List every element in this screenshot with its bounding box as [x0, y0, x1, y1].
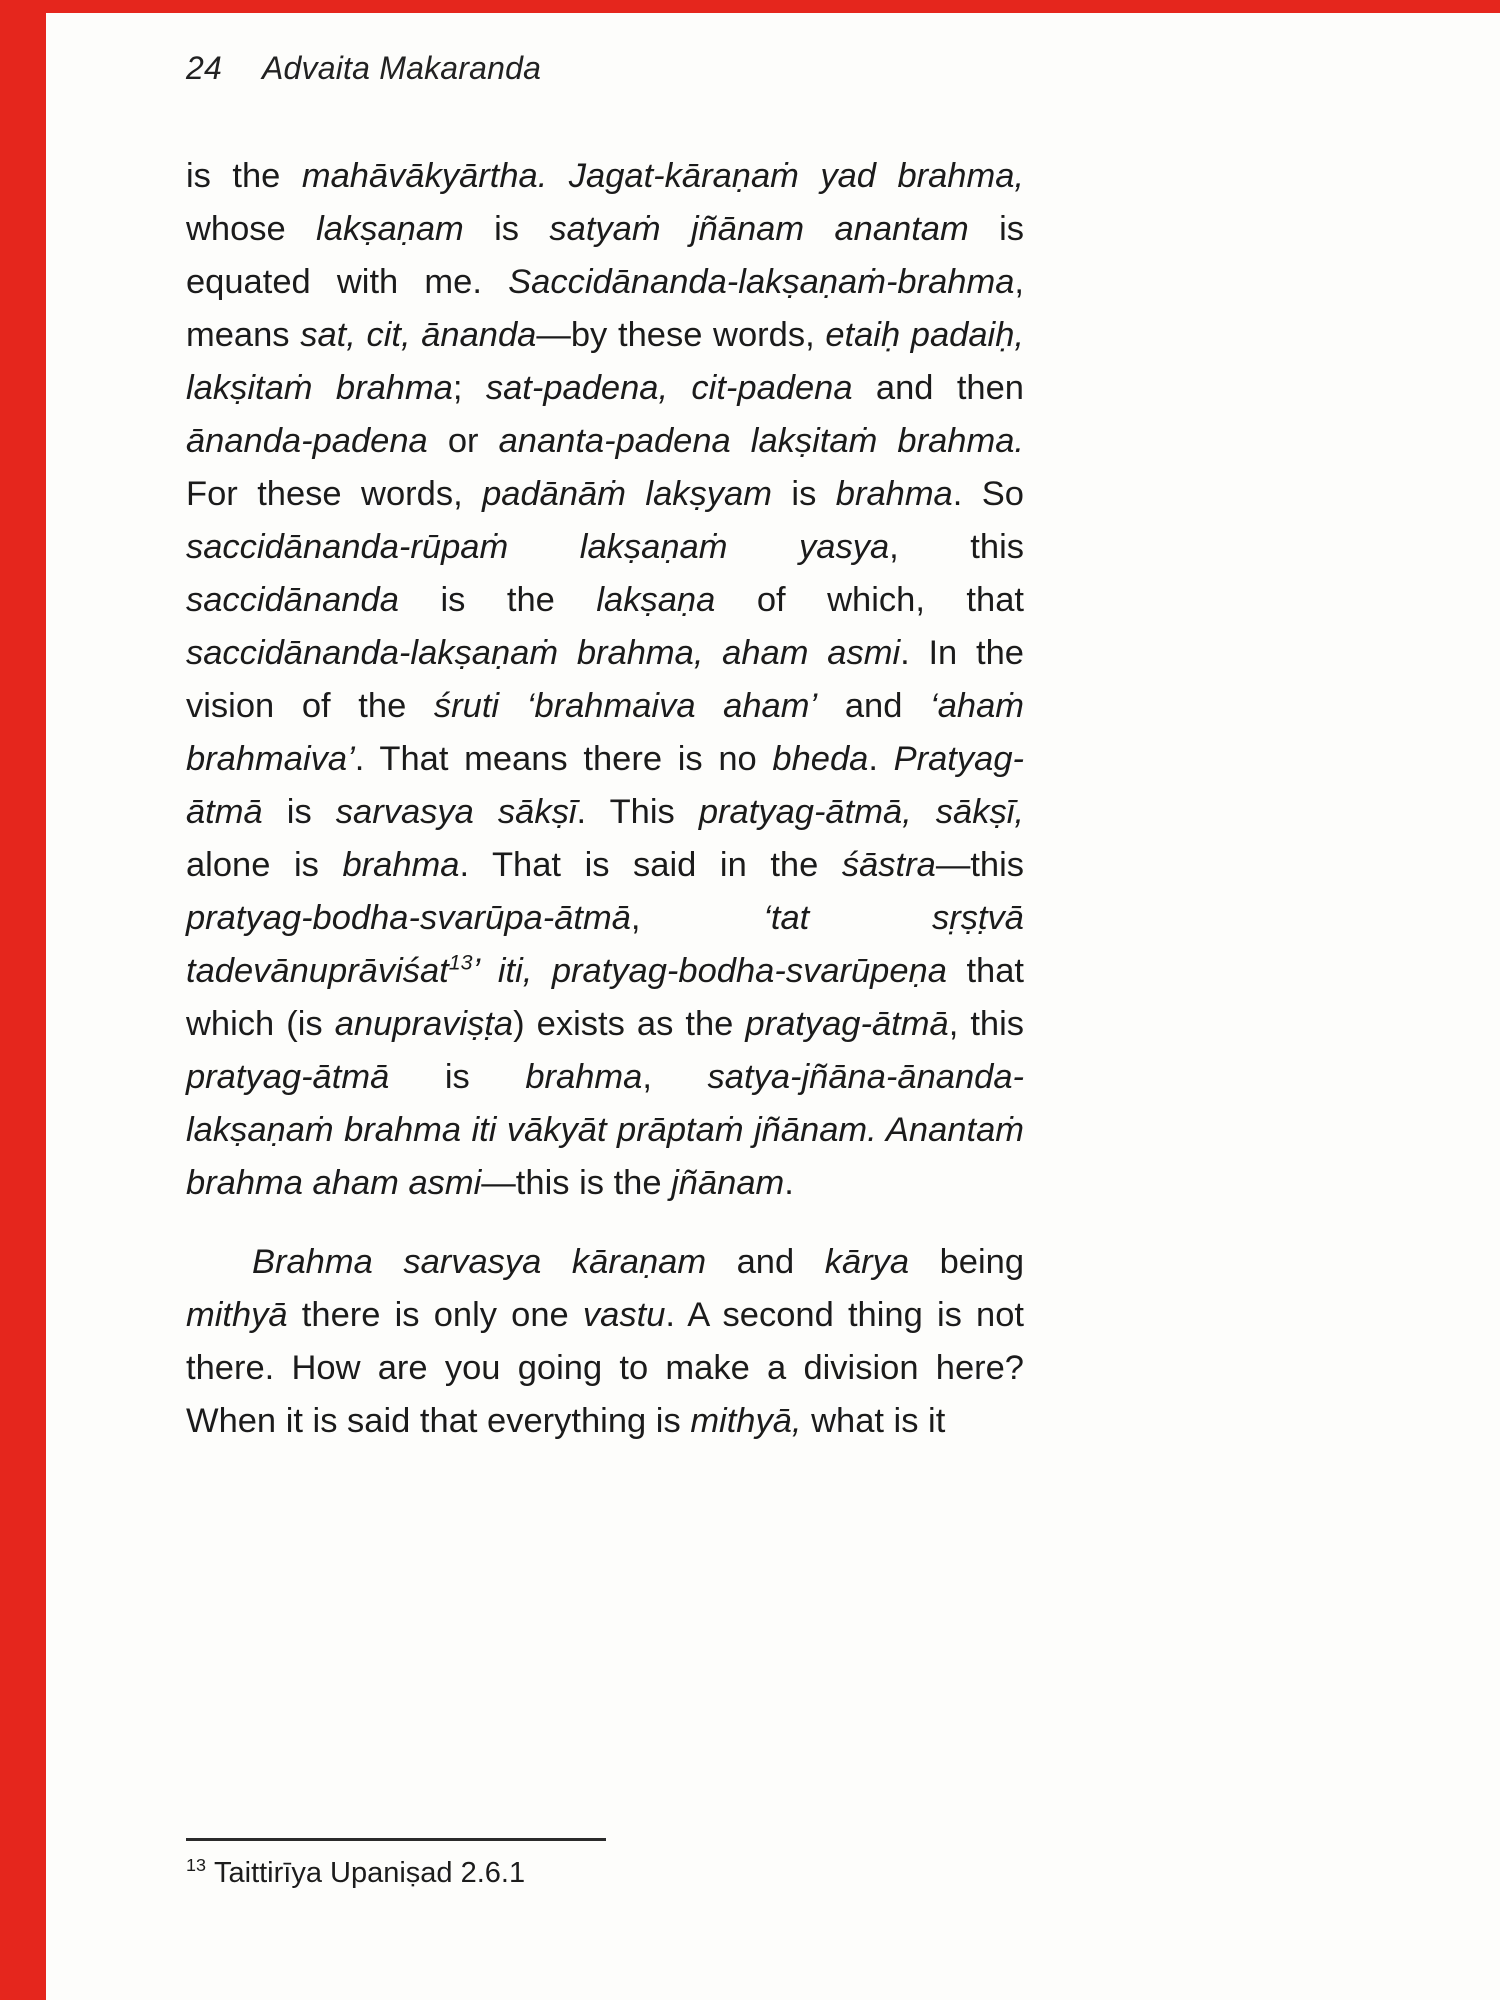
footnote-block — [186, 1838, 1026, 1891]
book-binding-edge-left — [0, 0, 46, 2000]
page-number: 24 — [186, 50, 222, 86]
footnote-separator-rule — [186, 1838, 606, 1841]
book-title: Advaita Makaranda — [262, 50, 542, 86]
footnote-marker: 13 — [186, 1855, 206, 1876]
book-binding-edge-top — [0, 0, 1500, 13]
footnote-text: Taittirīya Upaniṣad 2.6.1 — [214, 1857, 526, 1889]
paragraph-2: Brahma sarvasya kāraṇam and kārya being mithyā there is only one vastu. A second thing is not there. How are you going to make a division here? When it is said that everything is mithyā, what is it — [186, 1243, 1025, 1440]
body-text-block — [186, 150, 1024, 1448]
paragraph-1: is the mahāvākyārtha. Jagat-kāraṇaṁ yad brahma, whose lakṣaṇam is satyaṁ jñānam anantam is equated with me. Saccidānanda-lakṣaṇaṁ-brahma, means sat, cit, ānanda—by these words, etaiḥ padaiḥ, lakṣitaṁ brahma; sat-padena, cit-padena and then ānanda-padena or ananta-padena lakṣitaṁ brahma. For these words, padānāṁ lakṣyam is brahma. So saccidānanda-rūpaṁ lakṣaṇaṁ yasya, this saccidānanda is the lakṣaṇa of which, that saccidānanda-lakṣaṇaṁ brahma, aham asmi. In the vision of the śruti ‘brahmaiva aham’ and ‘ahaṁ brahmaiva’. That means there is no bheda. Pratyag-ātmā is sarvasya sākṣī. This pratyag-ātmā, sākṣī, alone is brahma. That is said in the śāstra—this pratyag-bodha-svarūpa-ātmā, ‘tat sṛṣṭvā tadevānuprāviśat$^{13}$’ iti, pratyag-bodha-svarūpeṇa that which (is anupraviṣṭa) exists as the pratyag-ātmā, this pratyag-ātmā is brahma, satya-jñāna-ānanda-lakṣaṇaṁ brahma iti vākyāt prāptaṁ jñānam. Anantaṁ brahma aham asmi—this is the jñānam. — [186, 157, 1025, 1202]
running-header — [186, 50, 541, 87]
footnote — [186, 1855, 1026, 1891]
